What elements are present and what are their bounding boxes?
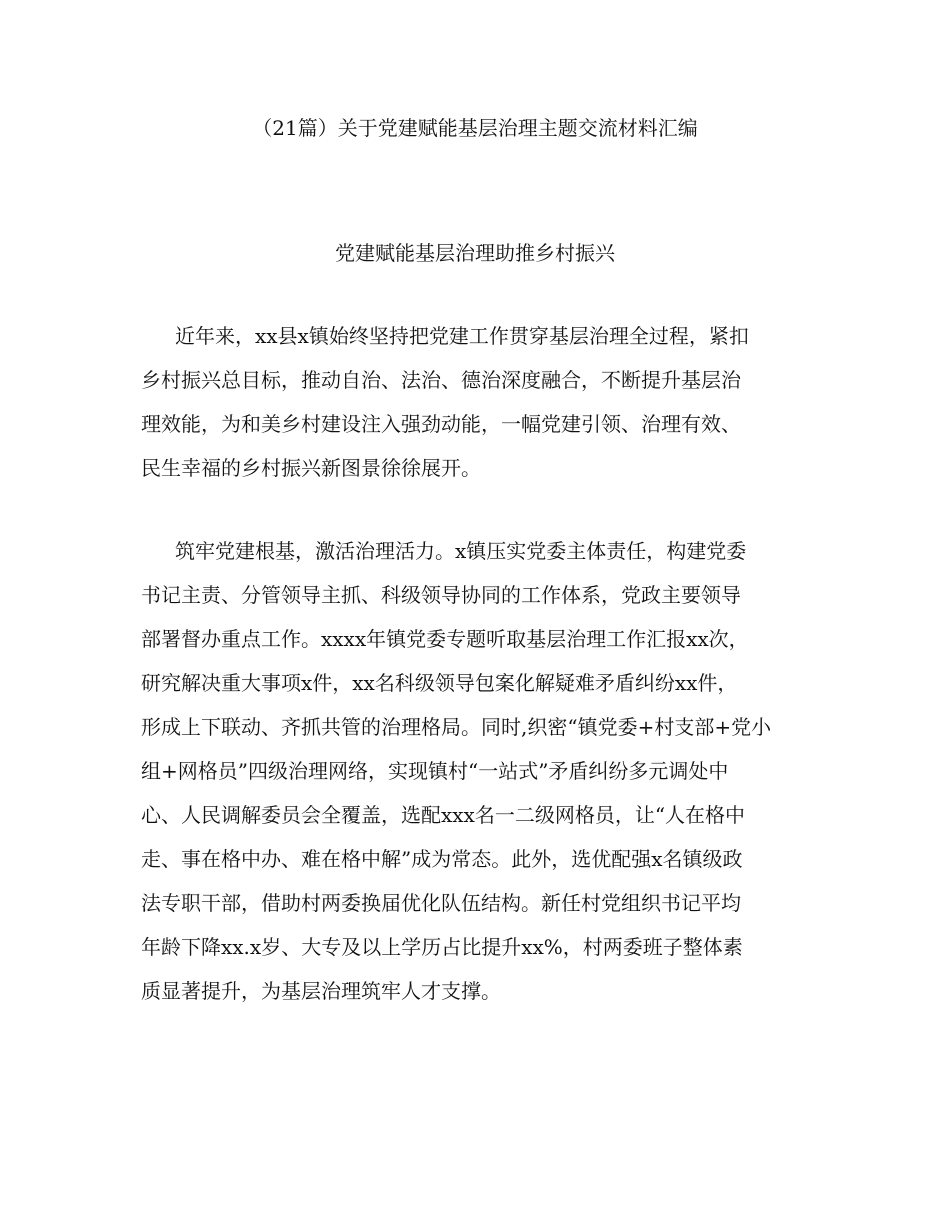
paragraph-intro	[141, 314, 811, 490]
paragraph-line: 质显著提升，为基层治理筑牢人才支撑。	[141, 979, 501, 1003]
paragraph-line: 组+网格员”四级治理网络，实现镇村“一站式”矛盾纠纷多元调处中	[141, 759, 729, 783]
paragraph-line: 走、事在格中办、难在格中解”成为常态。此外，选优配强x名镇级政	[141, 847, 743, 871]
paragraph-line: 部署督办重点工作。xxxx年镇党委专题听取基层治理工作汇报xx次，	[141, 627, 749, 651]
paragraph-line: 筑牢党建根基，激活治理活力。x镇压实党委主体责任，构建党委	[175, 539, 747, 563]
section-title: 党建赋能基层治理助推乡村振兴	[335, 241, 615, 265]
paragraph-line: 年龄下降xx.x岁、大专及以上学历占比提升xx%，村两委班子整体素	[141, 935, 743, 959]
paragraph-party-building	[141, 529, 811, 1013]
paragraph-line: 研究解决重大事项x件，xx名科级领导包案化解疑难矛盾纠纷xx件，	[141, 671, 738, 695]
paragraph-line: 近年来，xx县x镇始终坚持把党建工作贯穿基层治理全过程，紧扣	[175, 324, 749, 348]
paragraph-line: 法专职干部，借助村两委换届优化队伍结构。新任村党组织书记平均	[141, 891, 741, 915]
paragraph-line: 书记主责、分管领导主抓、科级领导协同的工作体系，党政主要领导	[141, 583, 741, 607]
paragraph-line: 心、人民调解委员会全覆盖，选配xxx名一二级网格员，让“人在格中	[141, 803, 746, 827]
paragraph-line: 乡村振兴总目标，推动自治、法治、德治深度融合，不断提升基层治	[141, 368, 741, 392]
document-title: （21篇）关于党建赋能基层治理主题交流材料汇编	[252, 116, 698, 140]
paragraph-line: 形成上下联动、齐抓共管的治理格局。同时,织密“镇党委+村支部+党小	[141, 715, 772, 739]
paragraph-line: 理效能，为和美乡村建设注入强劲动能，一幅党建引领、治理有效、	[141, 412, 741, 436]
paragraph-line: 民生幸福的乡村振兴新图景徐徐展开。	[141, 456, 481, 480]
